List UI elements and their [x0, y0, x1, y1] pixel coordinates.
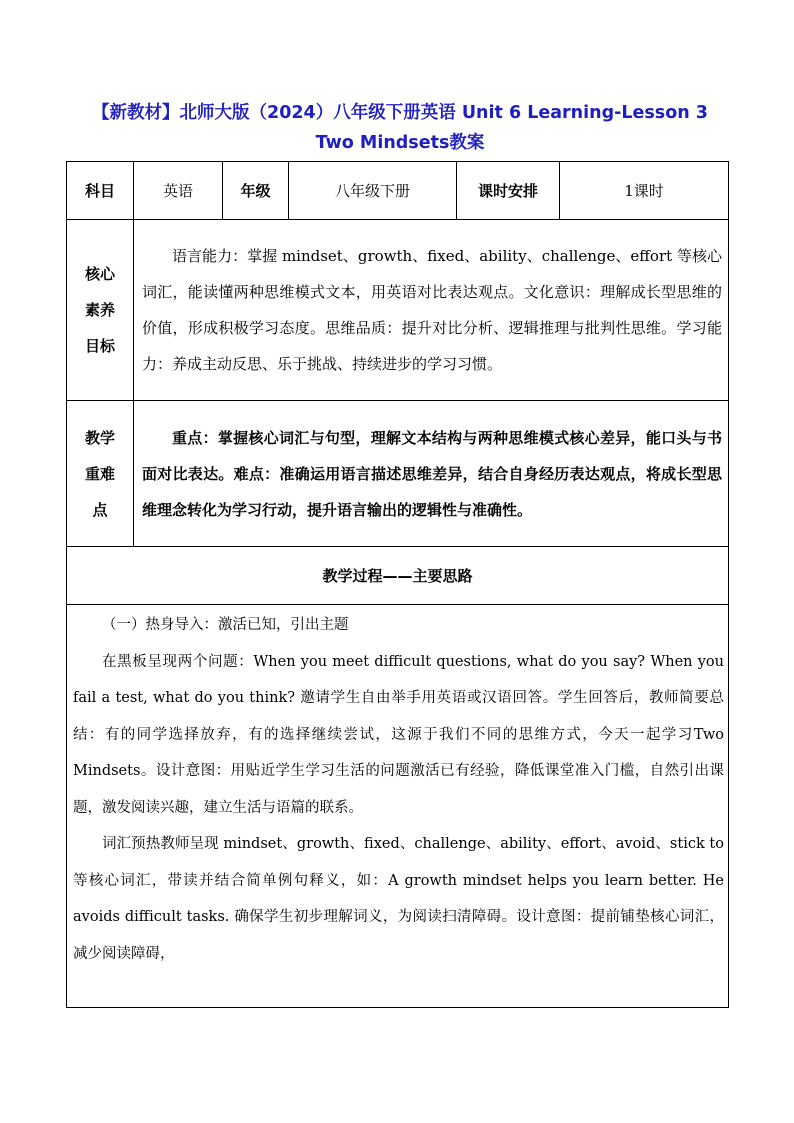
key-points-label-cell — [67, 401, 134, 547]
lesson-plan-table — [66, 161, 729, 1008]
process-section-heading: （一）热身导入：激活已知，引出主题 — [102, 617, 349, 633]
goals-text: 语言能力：掌握 mindset、growth、fixed、ability、challenge、effort 等核心词汇，能读懂两种思维模式文本，用英语对比表达观点。文化意识：理解成长型思维的价值，形成积极学习态度。思维品质：提升对比分析、逻辑推理与批判性思维。学习能力：养成主动反思、乐于挑战、持续进步的学习习惯。 — [142, 247, 722, 373]
document-title: 【新教材】北师大版（2024）八年级下册英语 Unit 6 Learning-Lesson 3 Two Mindsets教案 — [92, 103, 708, 153]
schedule-label: 课时安排 — [457, 162, 560, 220]
key-points-text: 重点：掌握核心词汇与句型，理解文本结构与两种思维模式核心差异，能口头与书面对比表达。难点：准确运用语言描述思维差异，结合自身经历表达观点，将成长型思维理念转化为学习行动，提升语言输出的逻辑性与准确性。 — [142, 428, 722, 519]
process-body-row — [67, 605, 729, 1008]
subject-label: 科目 — [67, 162, 134, 220]
process-title-row — [67, 547, 729, 605]
grade-value: 八年级下册 — [289, 162, 457, 220]
goals-row — [67, 220, 729, 401]
process-body-cell — [67, 605, 729, 1008]
header-row — [67, 162, 729, 220]
key-points-content-cell — [134, 401, 729, 547]
goals-content-cell — [134, 220, 729, 401]
process-title: 教学过程——主要思路 — [67, 547, 729, 605]
key-points-row — [67, 401, 729, 547]
grade-label: 年级 — [223, 162, 289, 220]
goals-label: 核心素养目标 — [84, 265, 115, 355]
process-paragraph-warmup: 在黑板呈现两个问题：When you meet difficult questions, what do you say? When you fail a test, what do you think? 邀请学生自由举手用英语或汉语回答。学生回答后，教师简要总结：有的同学选择放弃，有的选择继续尝试，这源于我们不同的思维方式，今天一起学习Two Mindsets。设计意图：用贴近学生学习生活的问题激活已有经验，降低课堂准入门槛，自然引出课题，激发阅读兴趣，建立生活与语篇的联系。 — [73, 653, 724, 816]
goals-label-cell — [67, 220, 134, 401]
subject-value: 英语 — [134, 162, 223, 220]
process-paragraph-vocabulary: 词汇预热教师呈现 mindset、growth、fixed、challenge、ability、effort、avoid、stick to 等核心词汇，带读并结合简单例句释义，如：A growth mindset helps you learn better. He avoids difficult tasks. 确保学生初步理解词义，为阅读扫清障碍。设计意图：提前铺垫核心词汇，减少阅读障碍， — [73, 836, 724, 962]
schedule-value: 1课时 — [560, 162, 729, 220]
key-points-label: 教学重难点 — [84, 428, 115, 519]
